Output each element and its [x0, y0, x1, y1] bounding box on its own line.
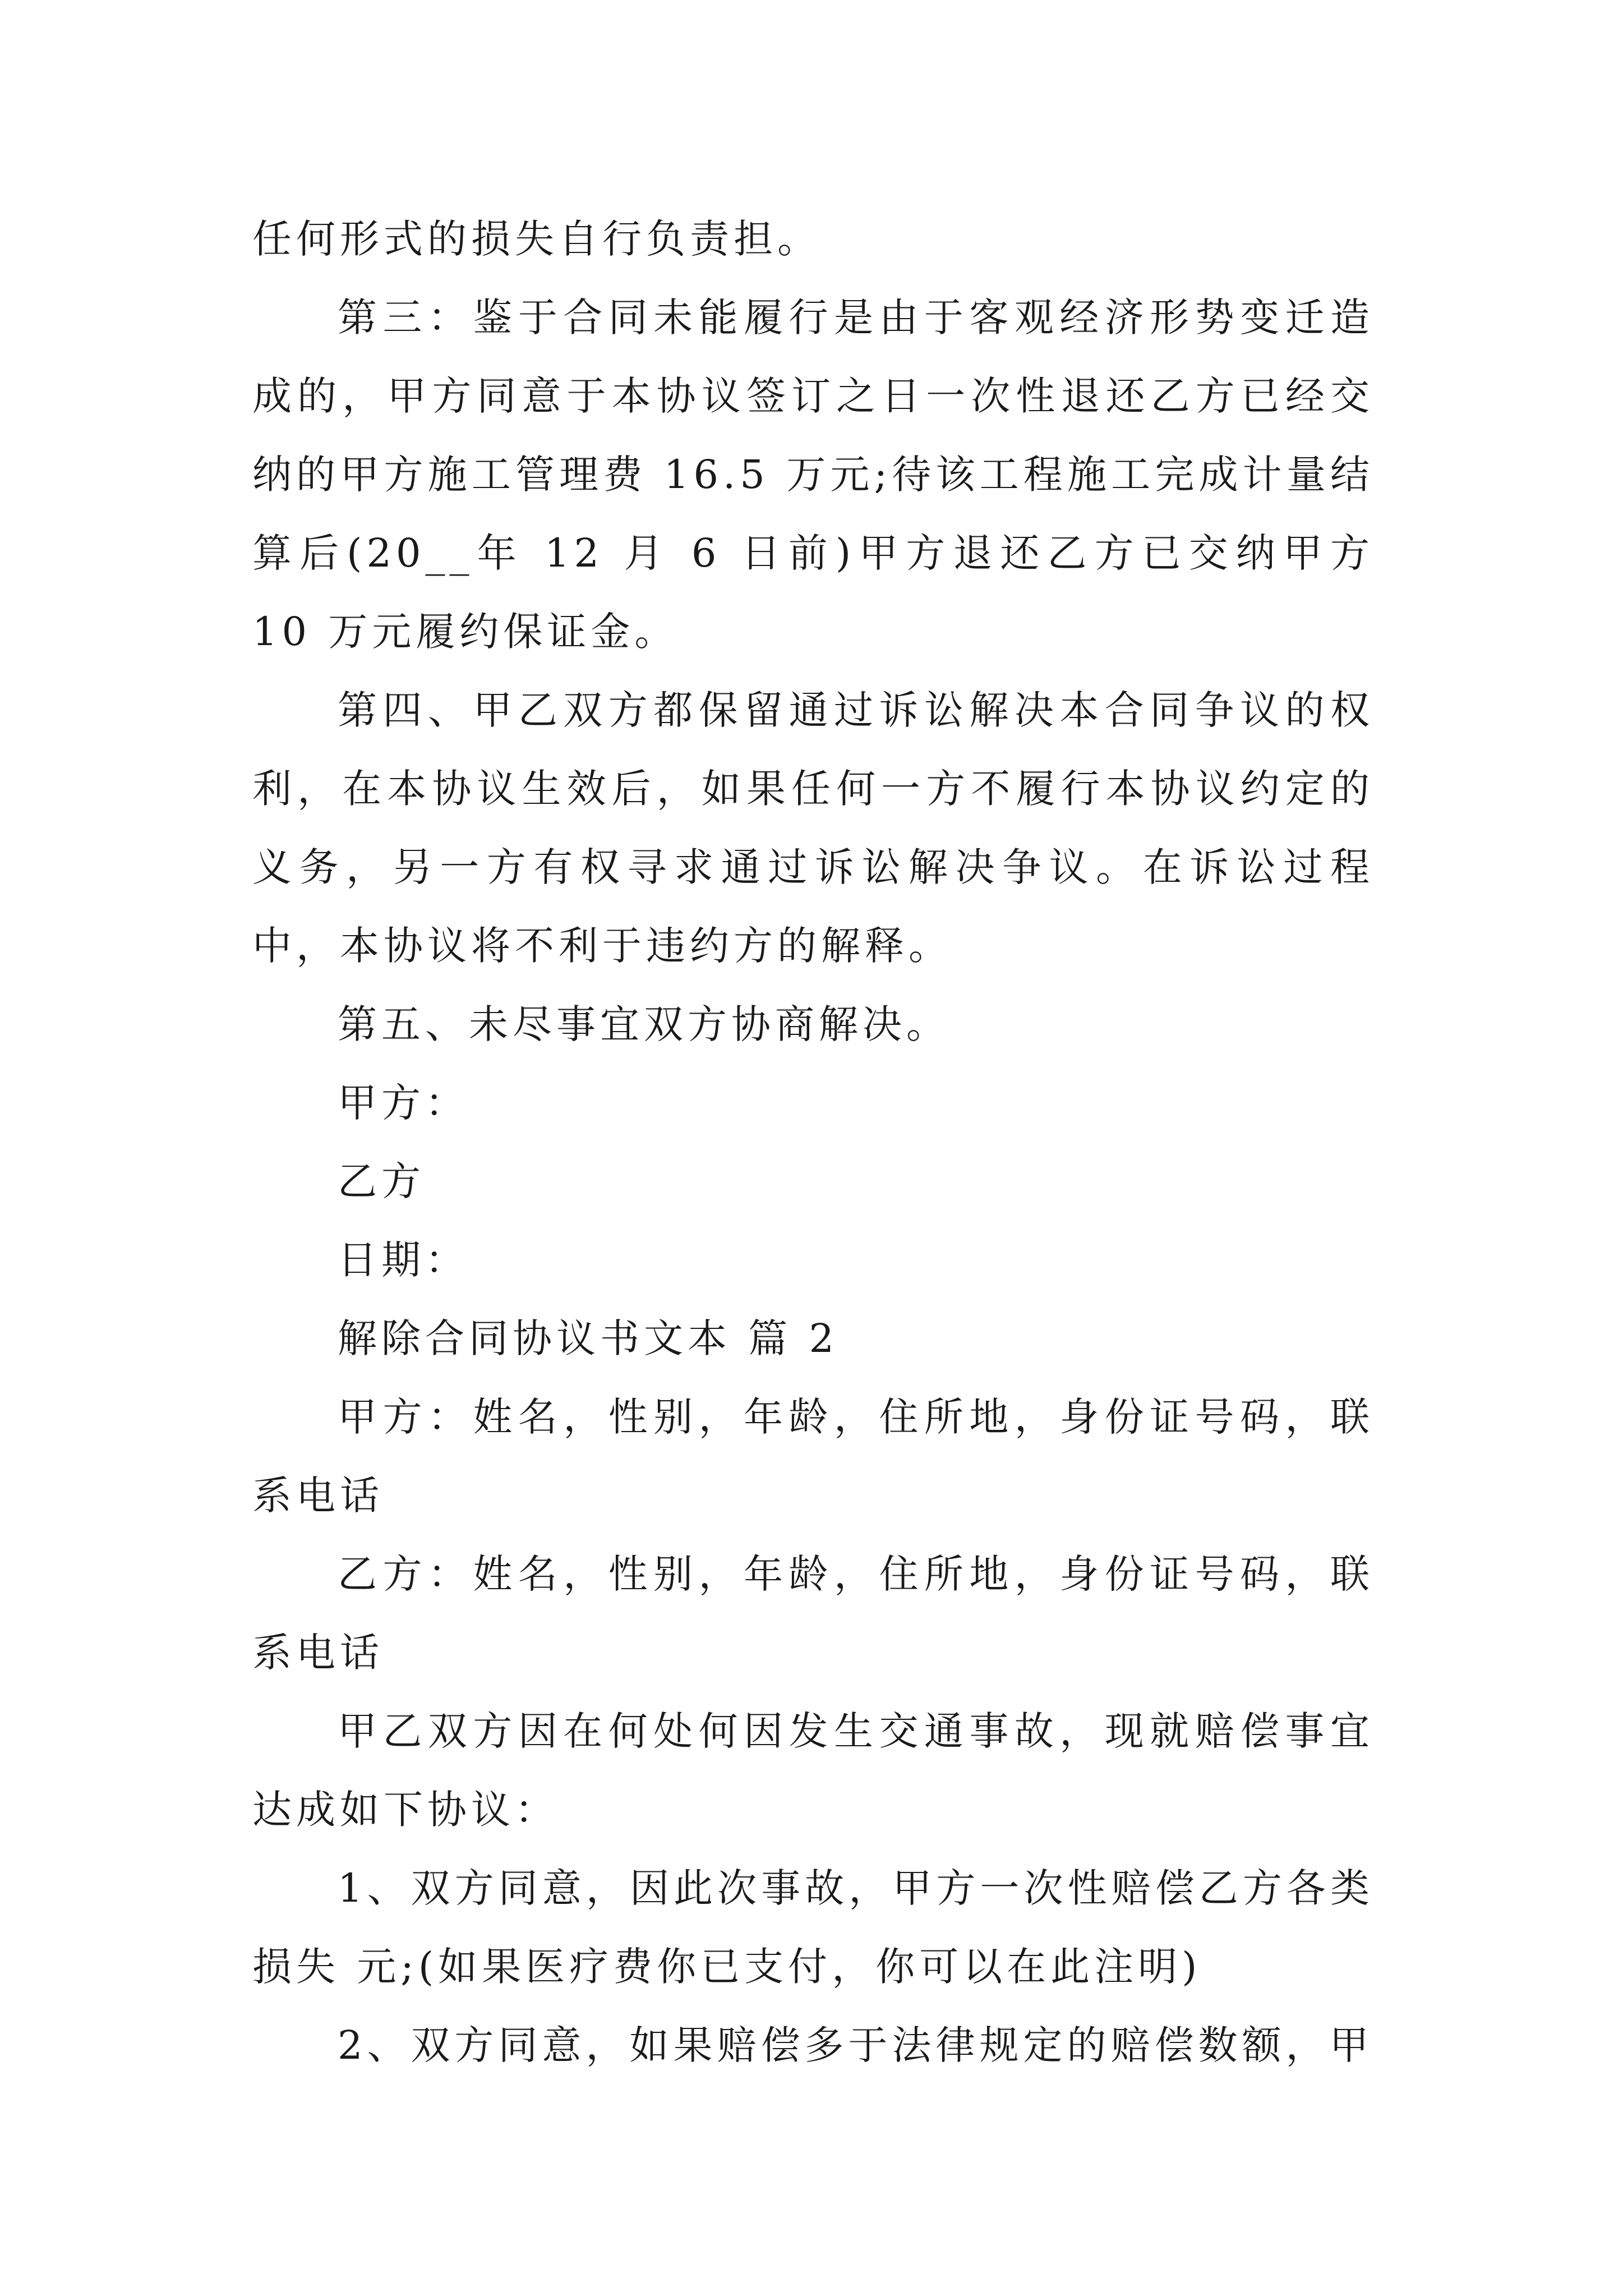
paragraph-article-four: 第四、甲乙双方都保留通过诉讼解决本合同争议的权利，在本协议生效后，如果任何一方不履行本协议约定的义务，另一方有权寻求通过诉讼解决争议。在诉讼过程中，本协议将不利于违约方的解释。	[252, 687, 1374, 969]
paragraph-clause-two: 2、双方同意，如果赔偿多于法律规定的赔偿数额，甲	[338, 2022, 1373, 2068]
paragraph-loss-responsibility: 任何形式的损失自行负责担。	[252, 216, 821, 262]
paragraph-accident-intro: 甲乙双方因在何处何因发生交通事故，现就赔偿事宜达成如下协议：	[252, 1708, 1374, 1833]
document-body	[252, 200, 1374, 2085]
party-a-signature-line: 甲方：	[338, 1080, 469, 1126]
party-b-signature-line: 乙方	[338, 1158, 425, 1204]
paragraph-party-a-info: 甲方：姓名，性别，年龄，住所地，身份证号码，联系电话	[252, 1394, 1374, 1519]
paragraph-article-three: 第三：鉴于合同未能履行是由于客观经济形势变迁造成的，甲方同意于本协议签订之日一次性退还乙方已经交纳的甲方施工管理费 16.5 万元;待该工程施工完成计量结算后(20__年 12 月 6 日前)甲方退还乙方已交纳甲方 10 万元履约保证金。	[252, 295, 1374, 655]
paragraph-article-five: 第五、未尽事宜双方协商解决。	[338, 1001, 950, 1047]
section-heading: 解除合同协议书文本 篇 2	[338, 1315, 839, 1361]
paragraph-party-b-info: 乙方：姓名，性别，年龄，住所地，身份证号码，联系电话	[252, 1551, 1374, 1676]
date-line: 日期：	[338, 1237, 469, 1283]
paragraph-clause-one: 1、双方同意，因此次事故，甲方一次性赔偿乙方各类损失 元;(如果医疗费你已支付，你可以在此注明)	[252, 1865, 1374, 1990]
